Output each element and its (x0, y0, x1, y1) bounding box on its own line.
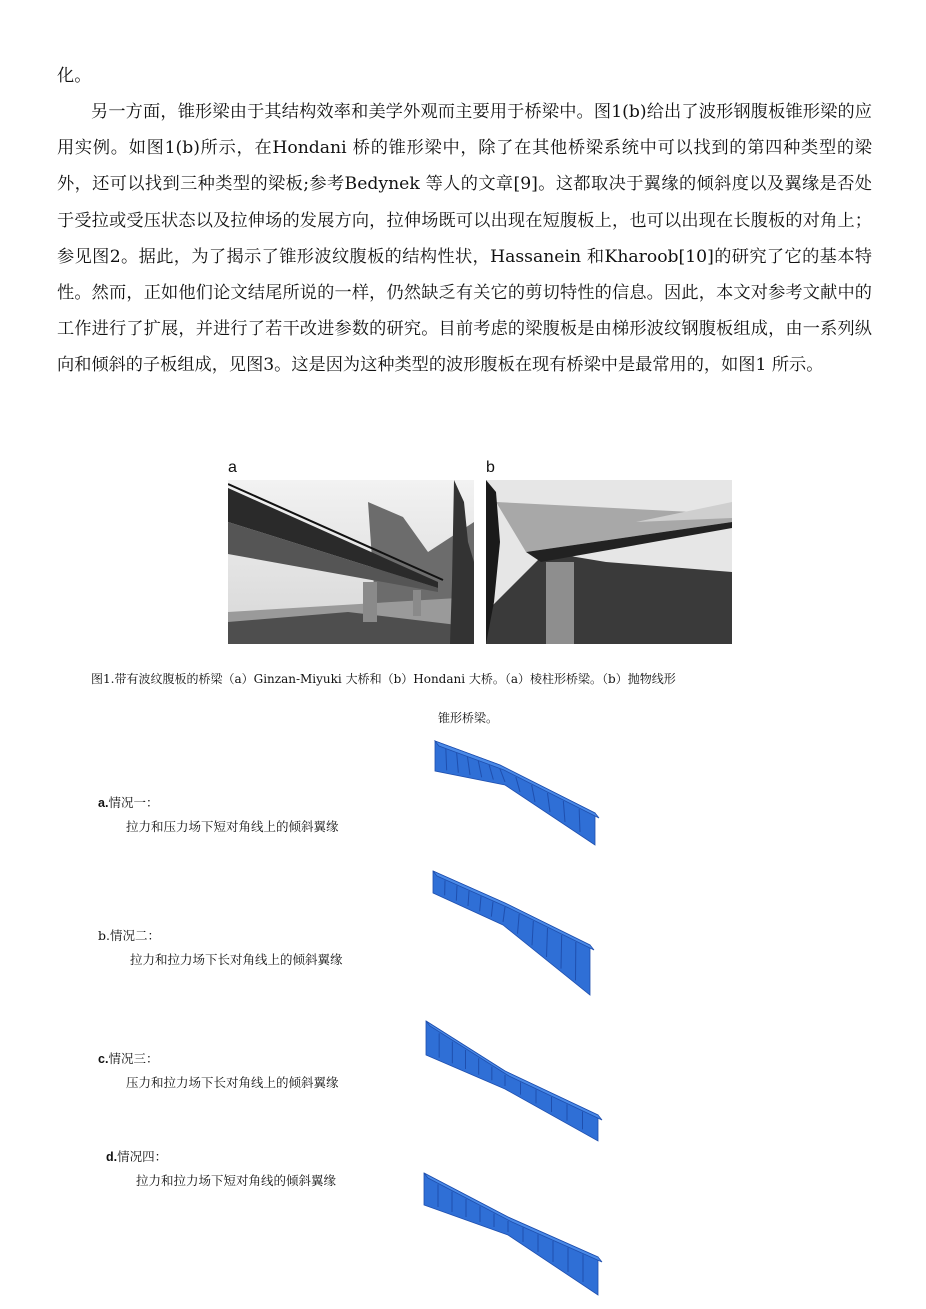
paragraph-body: 另一方面，锥形梁由于其结构效率和美学外观而主要用于桥梁中。图1(b)给出了波形钢腹板锥形梁的应用实例。如图1(b)所示，在Hondani 桥的锥形梁中，除了在其他桥梁系统中可以找到的第四种类型的梁外，还可以找到三种类型的梁板;参考Bedynek 等人的文章[9]。这都取决于翼缘的倾斜度以及翼缘是否处于受拉或受压状态以及拉伸场的发展方向，拉伸场既可以出现在短腹板上，也可以出现在长腹板的对角上；参见图2。据此，为了揭示了锥形波纹腹板的结构性状，Hassanein 和Kharoob[10]的研究了它的基本特性。然而，正如他们论文结尾所说的一样，仍然缺乏有关它的剪切特性的信息。因此，本文对参考文献中的工作进行了扩展，并进行了若干改进参数的研究。目前考虑的梁腹板是由梯形波纹钢腹板组成，由一系列纵向和倾斜的子板组成，见图3。这是因为这种类型的波形腹板在现有桥梁中是最常用的，如图1 所示。 (57, 102, 872, 376)
bridge-photo-b (486, 459, 732, 644)
case-c-label: 情况三： (108, 1051, 159, 1066)
figure1-caption: 图1.带有波纹腹板的桥梁（a）Ginzan-Miyuki 大桥和（b）Hondani 大桥。（a）棱柱形桥梁。（b）抛物线形 (91, 672, 676, 686)
case-a-description: 拉力和压力场下短对角线上的倾斜翼缘 (126, 819, 339, 834)
figure1-caption-continued: 锥形桥梁。 (438, 711, 499, 725)
bridge-a-image (228, 462, 474, 644)
case-a-label: 情况一： (108, 795, 159, 810)
case-d-description: 拉力和拉力场下短对角线的倾斜翼缘 (136, 1173, 337, 1188)
case-b-letter: b. (98, 928, 110, 943)
beam-stiffener (561, 935, 562, 969)
panel-label-b: b (486, 459, 495, 476)
case-c-letter: c. (98, 1052, 109, 1066)
beam-web (435, 741, 595, 845)
paragraph-continuation: 化。 (57, 66, 92, 86)
panel-label-a: a (228, 459, 237, 476)
beam-web (424, 1173, 598, 1295)
case-d-title (106, 1147, 167, 1165)
beam-model-d (418, 1165, 610, 1300)
beam-top-flange (424, 1173, 602, 1262)
case-d-label: 情况四： (117, 1149, 168, 1164)
beam-model-a (425, 733, 610, 848)
case-c-description: 压力和拉力场下长对角线上的倾斜翼缘 (126, 1075, 339, 1090)
beam-model-b (425, 865, 610, 1000)
beam-model-c (420, 1015, 610, 1145)
bridge-b-image (486, 462, 732, 644)
case-c-title (98, 1049, 158, 1067)
bridge-photo-a (228, 459, 474, 644)
case-a-letter: a. (98, 796, 109, 810)
case-d-letter: d. (106, 1150, 118, 1164)
case-b-title (98, 926, 160, 944)
beam-stiffener (456, 886, 457, 901)
case-b-description: 拉力和拉力场下长对角线上的倾斜翼缘 (130, 952, 343, 967)
beam-top-flange (433, 871, 594, 950)
case-a-title (98, 793, 158, 811)
case-b-label: 情况二： (109, 928, 160, 943)
beam-top-flange (426, 1021, 602, 1120)
